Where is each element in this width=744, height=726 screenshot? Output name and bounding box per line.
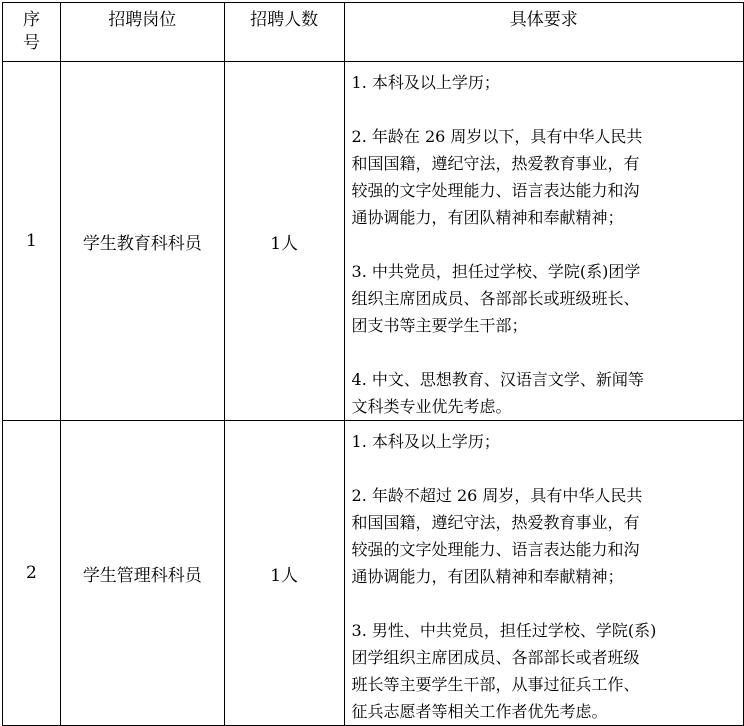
- row-index: 2: [3, 421, 61, 726]
- table-row: [3, 62, 744, 421]
- row-count: 1人: [224, 62, 344, 421]
- requirement-item: 1. 本科及以上学历；: [351, 73, 500, 92]
- requirement-item: 4. 中文、思想教育、汉语言文学、新闻等 文科类专业优先考虑。: [351, 370, 644, 416]
- header-index: [3, 3, 61, 62]
- header-count: 招聘人数: [224, 3, 344, 62]
- row-count: 1人: [224, 421, 344, 726]
- requirement-item: 2. 年龄不超过 26 周岁，具有中华人民共 和国国籍，遵纪守法，热爱教育事业，有 较强的文字处理能力、语言表达能力和沟 通协调能力，有团队精神和奉献精神；: [351, 486, 643, 586]
- header-position: 招聘岗位: [60, 3, 224, 62]
- row-position: 学生教育科科员: [60, 62, 224, 421]
- row-index: 1: [3, 62, 61, 421]
- requirement-item: 3. 男性、中共党员，担任过学校、学院(系) 团学组织主席团成员、各部部长或者班级 班长等主要学生干部，从事过征兵工作、 征兵志愿者等相关工作者优先考虑。: [351, 621, 657, 721]
- row-position: 学生管理科科员: [60, 421, 224, 726]
- header-row: [3, 3, 744, 62]
- requirement-item: 1. 本科及以上学历；: [351, 432, 500, 451]
- header-requirements: 具体要求: [344, 3, 743, 62]
- recruitment-table: [2, 2, 744, 726]
- row-requirements: [344, 421, 743, 726]
- requirement-item: 2. 年龄在 26 周岁以下，具有中华人民共 和国国籍，遵纪守法，热爱教育事业，有 较强的文字处理能力、语言表达能力和沟 通协调能力，有团队精神和奉献精神；: [351, 127, 643, 227]
- header-index-line2: 号: [22, 33, 40, 53]
- row-requirements: [344, 62, 743, 421]
- header-index-line1: 序: [22, 10, 40, 30]
- table-row: [3, 421, 744, 726]
- requirement-item: 3. 中共党员，担任过学校、学院(系)团学 组织主席团成员、各部部长或班级班长、 团支书等主要学生干部；: [351, 262, 641, 335]
